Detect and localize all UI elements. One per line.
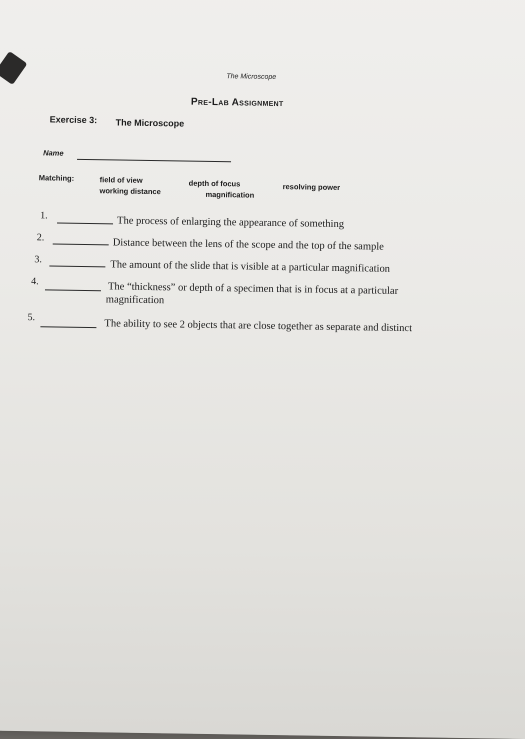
term-working-distance: working distance (99, 186, 161, 197)
item-5-definition: The ability to see 2 objects that are close together as separate and distinct (104, 318, 413, 335)
item-3-answer-line (49, 265, 105, 267)
item-1-definition: The process of enlarging the appearance of something (116, 215, 345, 231)
term-depth-of-focus: depth of focus (188, 178, 241, 189)
name-line (77, 159, 231, 162)
item-2-definition: Distance between the lens of the scope and the top of the sample (112, 237, 384, 253)
header-small-title: The Microscope (226, 73, 277, 81)
item-1-number: 1. (40, 210, 48, 222)
term-magnification: magnification (205, 189, 255, 200)
matching-label: Matching: (38, 173, 75, 183)
item-3-number: 3. (34, 254, 43, 266)
item-5-answer-line (40, 326, 96, 328)
exercise-label: Exercise 3: (49, 114, 98, 126)
assignment-title: Pre-Lab Assignment (190, 96, 284, 110)
item-3-definition: The amount of the slide that is visible at a particular magnification (110, 259, 391, 275)
name-label: Name (43, 148, 64, 158)
item-2-number: 2. (36, 232, 45, 244)
item-1-answer-line (57, 223, 113, 225)
item-4-definition-line2: magnification (105, 294, 165, 307)
term-resolving-power: resolving power (282, 182, 341, 192)
item-4-definition-line1: The “thickness” or depth of a specimen that is in focus at a particular (107, 281, 399, 297)
exercise-title: The Microscope (115, 117, 185, 129)
term-field-of-view: field of view (99, 175, 143, 185)
item-5-number: 5. (27, 312, 36, 324)
item-4-answer-line (45, 289, 101, 291)
item-4-number: 4. (31, 276, 39, 288)
item-2-answer-line (53, 243, 109, 245)
